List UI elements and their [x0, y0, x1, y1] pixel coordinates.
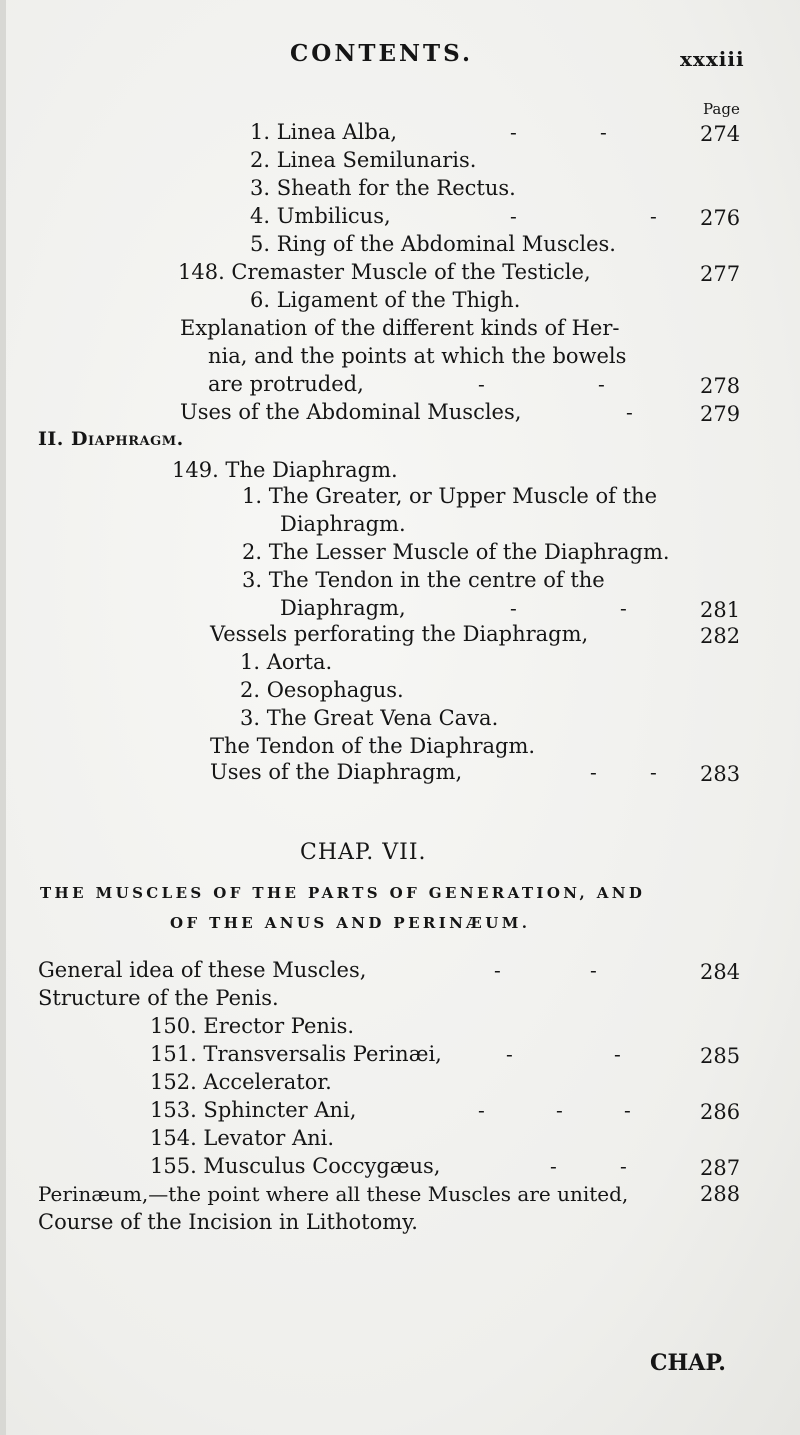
toc-page-number: 276 [700, 206, 741, 230]
leader-dash: - [590, 958, 597, 982]
toc-entry: Diaphragm. [280, 512, 406, 536]
toc-page-number: 279 [700, 402, 741, 426]
toc-entry: 2. Oesophagus. [240, 678, 404, 702]
toc-entry: 2. The Lesser Muscle of the Diaphragm. [242, 540, 670, 564]
toc-entry: 153. Sphincter Ani, [150, 1098, 357, 1122]
toc-entry: Vessels perforating the Diaphragm, [210, 622, 589, 646]
running-head-title: CONTENTS. [290, 40, 473, 67]
toc-page-number: 285 [700, 1044, 741, 1068]
leader-dash: - [478, 372, 485, 396]
toc-entry: 6. Ligament of the Thigh. [250, 288, 521, 312]
leader-dash: - [600, 120, 607, 144]
leader-dash: - [494, 958, 501, 982]
leader-dash: - [620, 1154, 627, 1178]
toc-entry: 154. Levator Ani. [150, 1126, 335, 1150]
page-numeral: xxxiii [680, 47, 745, 71]
leader-dash: - [550, 1154, 557, 1178]
catchword: CHAP. [650, 1350, 726, 1376]
toc-entry: 152. Accelerator. [150, 1070, 332, 1094]
leader-dash: - [620, 596, 627, 620]
toc-entry: Uses of the Abdominal Muscles, [180, 400, 522, 424]
toc-entry: Structure of the Penis. [38, 986, 279, 1010]
toc-entry: 5. Ring of the Abdominal Muscles. [250, 232, 616, 256]
toc-entry: are protruded, [208, 372, 364, 396]
toc-page-number: 277 [700, 262, 741, 286]
toc-entry: 3. Sheath for the Rectus. [250, 176, 516, 200]
page-edge-shadow [0, 0, 6, 1435]
toc-entry: General idea of these Muscles, [38, 958, 367, 982]
toc-page-number: 284 [700, 960, 741, 984]
leader-dash: - [556, 1098, 563, 1122]
toc-page-number: 288 [700, 1182, 741, 1206]
toc-entry: nia, and the points at which the bowels [208, 344, 627, 368]
toc-entry: 3. The Tendon in the centre of the [242, 568, 605, 592]
toc-entry: 2. Linea Semilunaris. [250, 148, 477, 172]
chapter-subtitle-line1: THE MUSCLES OF THE PARTS OF GENERATION, AND [40, 884, 646, 902]
toc-page-number: 281 [700, 598, 741, 622]
toc-entry: Uses of the Diaphragm, [210, 760, 463, 784]
leader-dash: - [650, 760, 657, 784]
toc-page-number: 287 [700, 1156, 741, 1180]
toc-entry: 155. Musculus Coccygæus, [150, 1154, 441, 1178]
toc-page-number: 274 [700, 122, 741, 146]
toc-entry: 1. Linea Alba, [250, 120, 398, 144]
leader-dash: - [598, 372, 605, 396]
toc-entry: The Tendon of the Diaphragm. [210, 734, 536, 758]
leader-dash: - [506, 1042, 513, 1066]
toc-page-number: 278 [700, 374, 741, 398]
toc-page-number: 282 [700, 624, 741, 648]
toc-entry: 150. Erector Penis. [150, 1014, 355, 1038]
toc-entry: 148. Cremaster Muscle of the Testicle, [178, 260, 591, 284]
toc-page-number: 286 [700, 1100, 741, 1124]
toc-entry: 3. The Great Vena Cava. [240, 706, 499, 730]
toc-page-number: 283 [700, 762, 741, 786]
toc-entry: 1. The Greater, or Upper Muscle of the [242, 484, 658, 508]
chapter-title: CHAP. VII. [300, 840, 427, 865]
leader-dash: - [614, 1042, 621, 1066]
toc-entry: 149. The Diaphragm. [172, 458, 398, 482]
chapter-subtitle-line2: OF THE ANUS AND PERINÆUM. [170, 914, 531, 932]
leader-dash: - [590, 760, 597, 784]
leader-dash: - [478, 1098, 485, 1122]
toc-entry: Diaphragm, [280, 596, 406, 620]
toc-entry: 1. Aorta. [240, 650, 333, 674]
toc-entry: Course of the Incision in Lithotomy. [38, 1210, 418, 1234]
toc-entry: Explanation of the different kinds of Her- [180, 316, 620, 340]
leader-dash: - [624, 1098, 631, 1122]
toc-entry: 4. Umbilicus, [250, 204, 391, 228]
leader-dash: - [510, 204, 517, 228]
toc-entry: 151. Transversalis Perinæi, [150, 1042, 442, 1066]
leader-dash: - [626, 400, 633, 424]
page-column-label: Page [703, 100, 740, 118]
leader-dash: - [510, 596, 517, 620]
section-heading: II. Diaphragm. [38, 428, 184, 450]
toc-entry: Perinæum,—the point where all these Muscles are united, [38, 1182, 629, 1206]
leader-dash: - [510, 120, 517, 144]
leader-dash: - [650, 204, 657, 228]
